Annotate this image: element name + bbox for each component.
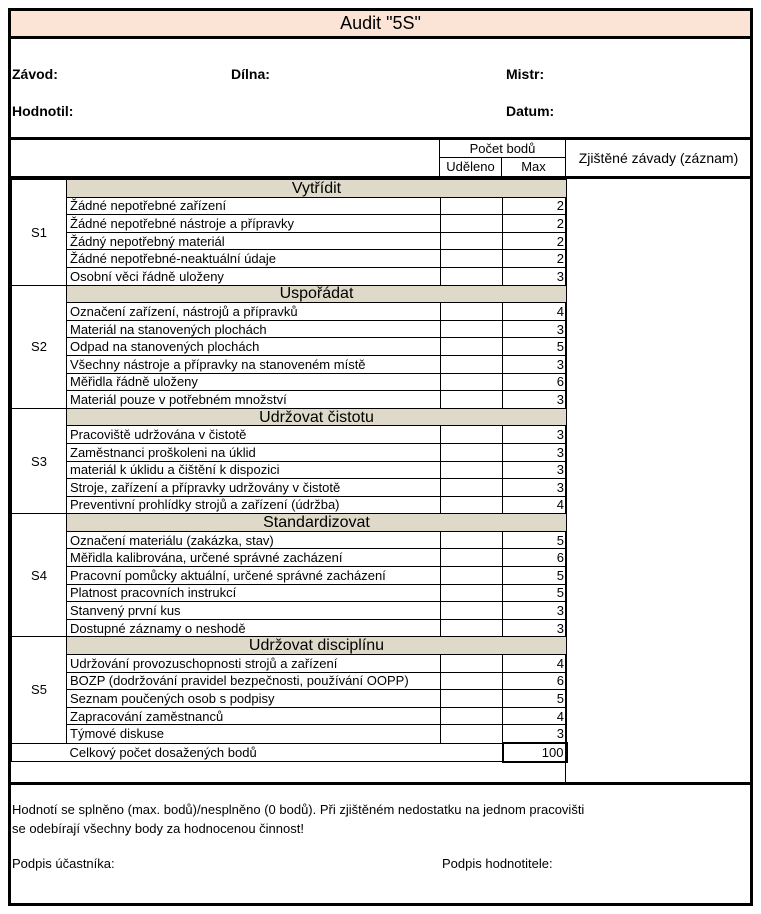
hodnotil-label: Hodnotil: bbox=[12, 103, 74, 119]
max-points: 3 bbox=[503, 725, 567, 743]
table-row bbox=[12, 655, 567, 673]
awarded-points-cell[interactable] bbox=[441, 531, 503, 549]
max-points: 4 bbox=[503, 303, 567, 321]
table-row bbox=[12, 479, 567, 497]
awarded-points-cell[interactable] bbox=[441, 250, 503, 268]
item-label: Stanvený první kus bbox=[67, 602, 441, 620]
item-label: Seznam poučených osob s podpisy bbox=[67, 690, 441, 708]
max-points: 4 bbox=[503, 496, 567, 514]
max-points: 6 bbox=[503, 672, 567, 690]
max-points: 4 bbox=[503, 655, 567, 673]
item-label: Osobní věci řádně uloženy bbox=[67, 267, 441, 285]
item-label: Pracoviště udržována v čistotě bbox=[67, 426, 441, 444]
item-label: Platnost pracovních instrukcí bbox=[67, 584, 441, 602]
total-label: Celkový počet dosažených bodů bbox=[67, 743, 503, 762]
item-label: Žádné nepotřebné nástroje a přípravky bbox=[67, 215, 441, 233]
table-row bbox=[12, 250, 567, 268]
section-title: Udržovat čistotu bbox=[67, 408, 567, 426]
awarded-points-cell[interactable] bbox=[441, 725, 503, 743]
item-label: Odpad na stanovených plochách bbox=[67, 338, 441, 356]
dilna-label: Dílna: bbox=[231, 66, 270, 82]
divider bbox=[11, 782, 750, 785]
section-title: Vytřídit bbox=[67, 180, 567, 198]
awarded-points-cell[interactable] bbox=[441, 619, 503, 637]
table-row bbox=[12, 549, 567, 567]
table-row bbox=[12, 619, 567, 637]
awarded-points-cell[interactable] bbox=[441, 373, 503, 391]
awarded-points-cell[interactable] bbox=[441, 584, 503, 602]
max-points: 3 bbox=[503, 479, 567, 497]
divider bbox=[439, 157, 565, 158]
max-points: 2 bbox=[503, 250, 567, 268]
item-label: Dostupné záznamy o neshodě bbox=[67, 619, 441, 637]
table-row bbox=[12, 461, 567, 479]
awarded-points-cell[interactable] bbox=[441, 479, 503, 497]
mistr-label: Mistr: bbox=[506, 66, 545, 82]
table-row bbox=[12, 338, 567, 356]
awarded-points-cell[interactable] bbox=[441, 391, 503, 409]
item-label: Žádné nepotřebné zařízení bbox=[67, 197, 441, 215]
table-row bbox=[12, 391, 567, 409]
table-row bbox=[12, 584, 567, 602]
table-row bbox=[12, 303, 567, 321]
page-title: Audit "5S" bbox=[11, 11, 750, 39]
table-row bbox=[12, 725, 567, 743]
item-label: Označení materiálu (zakázka, stav) bbox=[67, 531, 441, 549]
section-id: S5 bbox=[12, 637, 67, 743]
awarded-points-cell[interactable] bbox=[441, 426, 503, 444]
awarded-points-cell[interactable] bbox=[441, 197, 503, 215]
max-points: 5 bbox=[503, 531, 567, 549]
max-points: 5 bbox=[503, 567, 567, 585]
total-row bbox=[12, 743, 567, 762]
table-row bbox=[12, 531, 567, 549]
udeleno-header: Uděleno bbox=[446, 159, 495, 174]
table-row bbox=[12, 426, 567, 444]
awarded-points-cell[interactable] bbox=[441, 267, 503, 285]
table-row bbox=[12, 707, 567, 725]
table-row bbox=[12, 672, 567, 690]
note-line-2: se odebírají všechny body za hodnocenou činnost! bbox=[12, 821, 304, 836]
max-points: 3 bbox=[503, 619, 567, 637]
note-line-1: Hodnotí se splněno (max. bodů)/nesplněno (0 bodů). Při zjištěném nedostatku na jednom pracovišti bbox=[12, 802, 585, 817]
item-label: Označení zařízení, nástrojů a přípravků bbox=[67, 303, 441, 321]
item-label: Materiál pouze v potřebném množství bbox=[67, 391, 441, 409]
max-points: 2 bbox=[503, 232, 567, 250]
divider bbox=[11, 137, 750, 140]
item-label: Zaměstnanci proškoleni na úklid bbox=[67, 443, 441, 461]
table-row bbox=[12, 355, 567, 373]
max-points: 3 bbox=[503, 267, 567, 285]
divider bbox=[565, 140, 566, 176]
awarded-points-cell[interactable] bbox=[441, 443, 503, 461]
awarded-points-cell[interactable] bbox=[441, 549, 503, 567]
max-points: 3 bbox=[503, 320, 567, 338]
table-row bbox=[12, 443, 567, 461]
table-row bbox=[12, 215, 567, 233]
item-label: Měřidla řádně uloženy bbox=[67, 373, 441, 391]
item-label: Preventivní prohlídky strojů a zařízení (údržba) bbox=[67, 496, 441, 514]
awarded-points-cell[interactable] bbox=[441, 232, 503, 250]
participant-signature-label: Podpis účastníka: bbox=[12, 856, 115, 871]
table-row bbox=[12, 602, 567, 620]
item-label: Všechny nástroje a přípravky na stanoveném místě bbox=[67, 355, 441, 373]
table-row bbox=[12, 567, 567, 585]
item-label: materiál k úklidu a čištění k dispozici bbox=[67, 461, 441, 479]
section-id: S2 bbox=[12, 285, 67, 408]
max-points: 3 bbox=[503, 355, 567, 373]
max-points: 5 bbox=[503, 338, 567, 356]
awarded-points-cell[interactable] bbox=[441, 355, 503, 373]
awarded-points-cell[interactable] bbox=[441, 690, 503, 708]
max-points: 3 bbox=[503, 426, 567, 444]
item-label: Žádný nepotřebný materiál bbox=[67, 232, 441, 250]
max-points: 5 bbox=[503, 690, 567, 708]
datum-label: Datum: bbox=[506, 103, 555, 119]
item-label: Pracovní pomůcky aktuální, určené správné zacházení bbox=[67, 567, 441, 585]
section-title: Uspořádat bbox=[67, 285, 567, 303]
section-title: Standardizovat bbox=[67, 514, 567, 532]
max-points: 4 bbox=[503, 707, 567, 725]
max-points: 3 bbox=[503, 443, 567, 461]
item-label: Žádné nepotřebné-neaktuální údaje bbox=[67, 250, 441, 268]
max-header: Max bbox=[521, 159, 546, 174]
awarded-points-cell[interactable] bbox=[441, 672, 503, 690]
max-points: 3 bbox=[503, 602, 567, 620]
evaluator-signature-label: Podpis hodnotitele: bbox=[442, 856, 553, 871]
table-row bbox=[12, 267, 567, 285]
item-label: Měřidla kalibrována, určené správné zacházení bbox=[67, 549, 441, 567]
item-label: Stroje, zařízení a přípravky udržovány v čistotě bbox=[67, 479, 441, 497]
awarded-points-cell[interactable] bbox=[441, 338, 503, 356]
item-label: BOZP (dodržování pravidel bezpečnosti, používání OOPP) bbox=[67, 672, 441, 690]
item-label: Udržování provozuschopnosti strojů a zařízení bbox=[67, 655, 441, 673]
pocet-bodu-header: Počet bodů bbox=[469, 141, 536, 156]
awarded-points-cell[interactable] bbox=[441, 602, 503, 620]
awarded-points-cell[interactable] bbox=[441, 567, 503, 585]
table-row bbox=[12, 690, 567, 708]
max-points: 3 bbox=[503, 391, 567, 409]
table-row bbox=[12, 232, 567, 250]
table-row bbox=[12, 320, 567, 338]
zavady-header: Zjištěné závady (záznam) bbox=[578, 150, 739, 166]
table-row bbox=[12, 496, 567, 514]
item-label: Zapracování zaměstnanců bbox=[67, 707, 441, 725]
max-points: 3 bbox=[503, 461, 567, 479]
total-value: 100 bbox=[503, 743, 567, 762]
audit-table bbox=[11, 179, 568, 763]
max-points: 2 bbox=[503, 197, 567, 215]
awarded-points-cell[interactable] bbox=[441, 215, 503, 233]
item-label: Týmové diskuse bbox=[67, 725, 441, 743]
section-title: Udržovat disciplínu bbox=[67, 637, 567, 655]
max-points: 6 bbox=[503, 549, 567, 567]
max-points: 2 bbox=[503, 215, 567, 233]
table-row bbox=[12, 197, 567, 215]
awarded-points-cell[interactable] bbox=[441, 303, 503, 321]
awarded-points-cell[interactable] bbox=[441, 496, 503, 514]
awarded-points-cell[interactable] bbox=[441, 461, 503, 479]
awarded-points-cell[interactable] bbox=[441, 655, 503, 673]
audit-sheet bbox=[8, 8, 753, 906]
awarded-points-cell[interactable] bbox=[441, 320, 503, 338]
section-id: S1 bbox=[12, 180, 67, 286]
zavod-label: Závod: bbox=[12, 66, 58, 82]
spacer bbox=[12, 743, 67, 762]
table-row bbox=[12, 373, 567, 391]
section-id: S3 bbox=[12, 408, 67, 514]
section-id: S4 bbox=[12, 514, 67, 637]
item-label: Materiál na stanovených plochách bbox=[67, 320, 441, 338]
max-points: 5 bbox=[503, 584, 567, 602]
max-points: 6 bbox=[503, 373, 567, 391]
awarded-points-cell[interactable] bbox=[441, 707, 503, 725]
